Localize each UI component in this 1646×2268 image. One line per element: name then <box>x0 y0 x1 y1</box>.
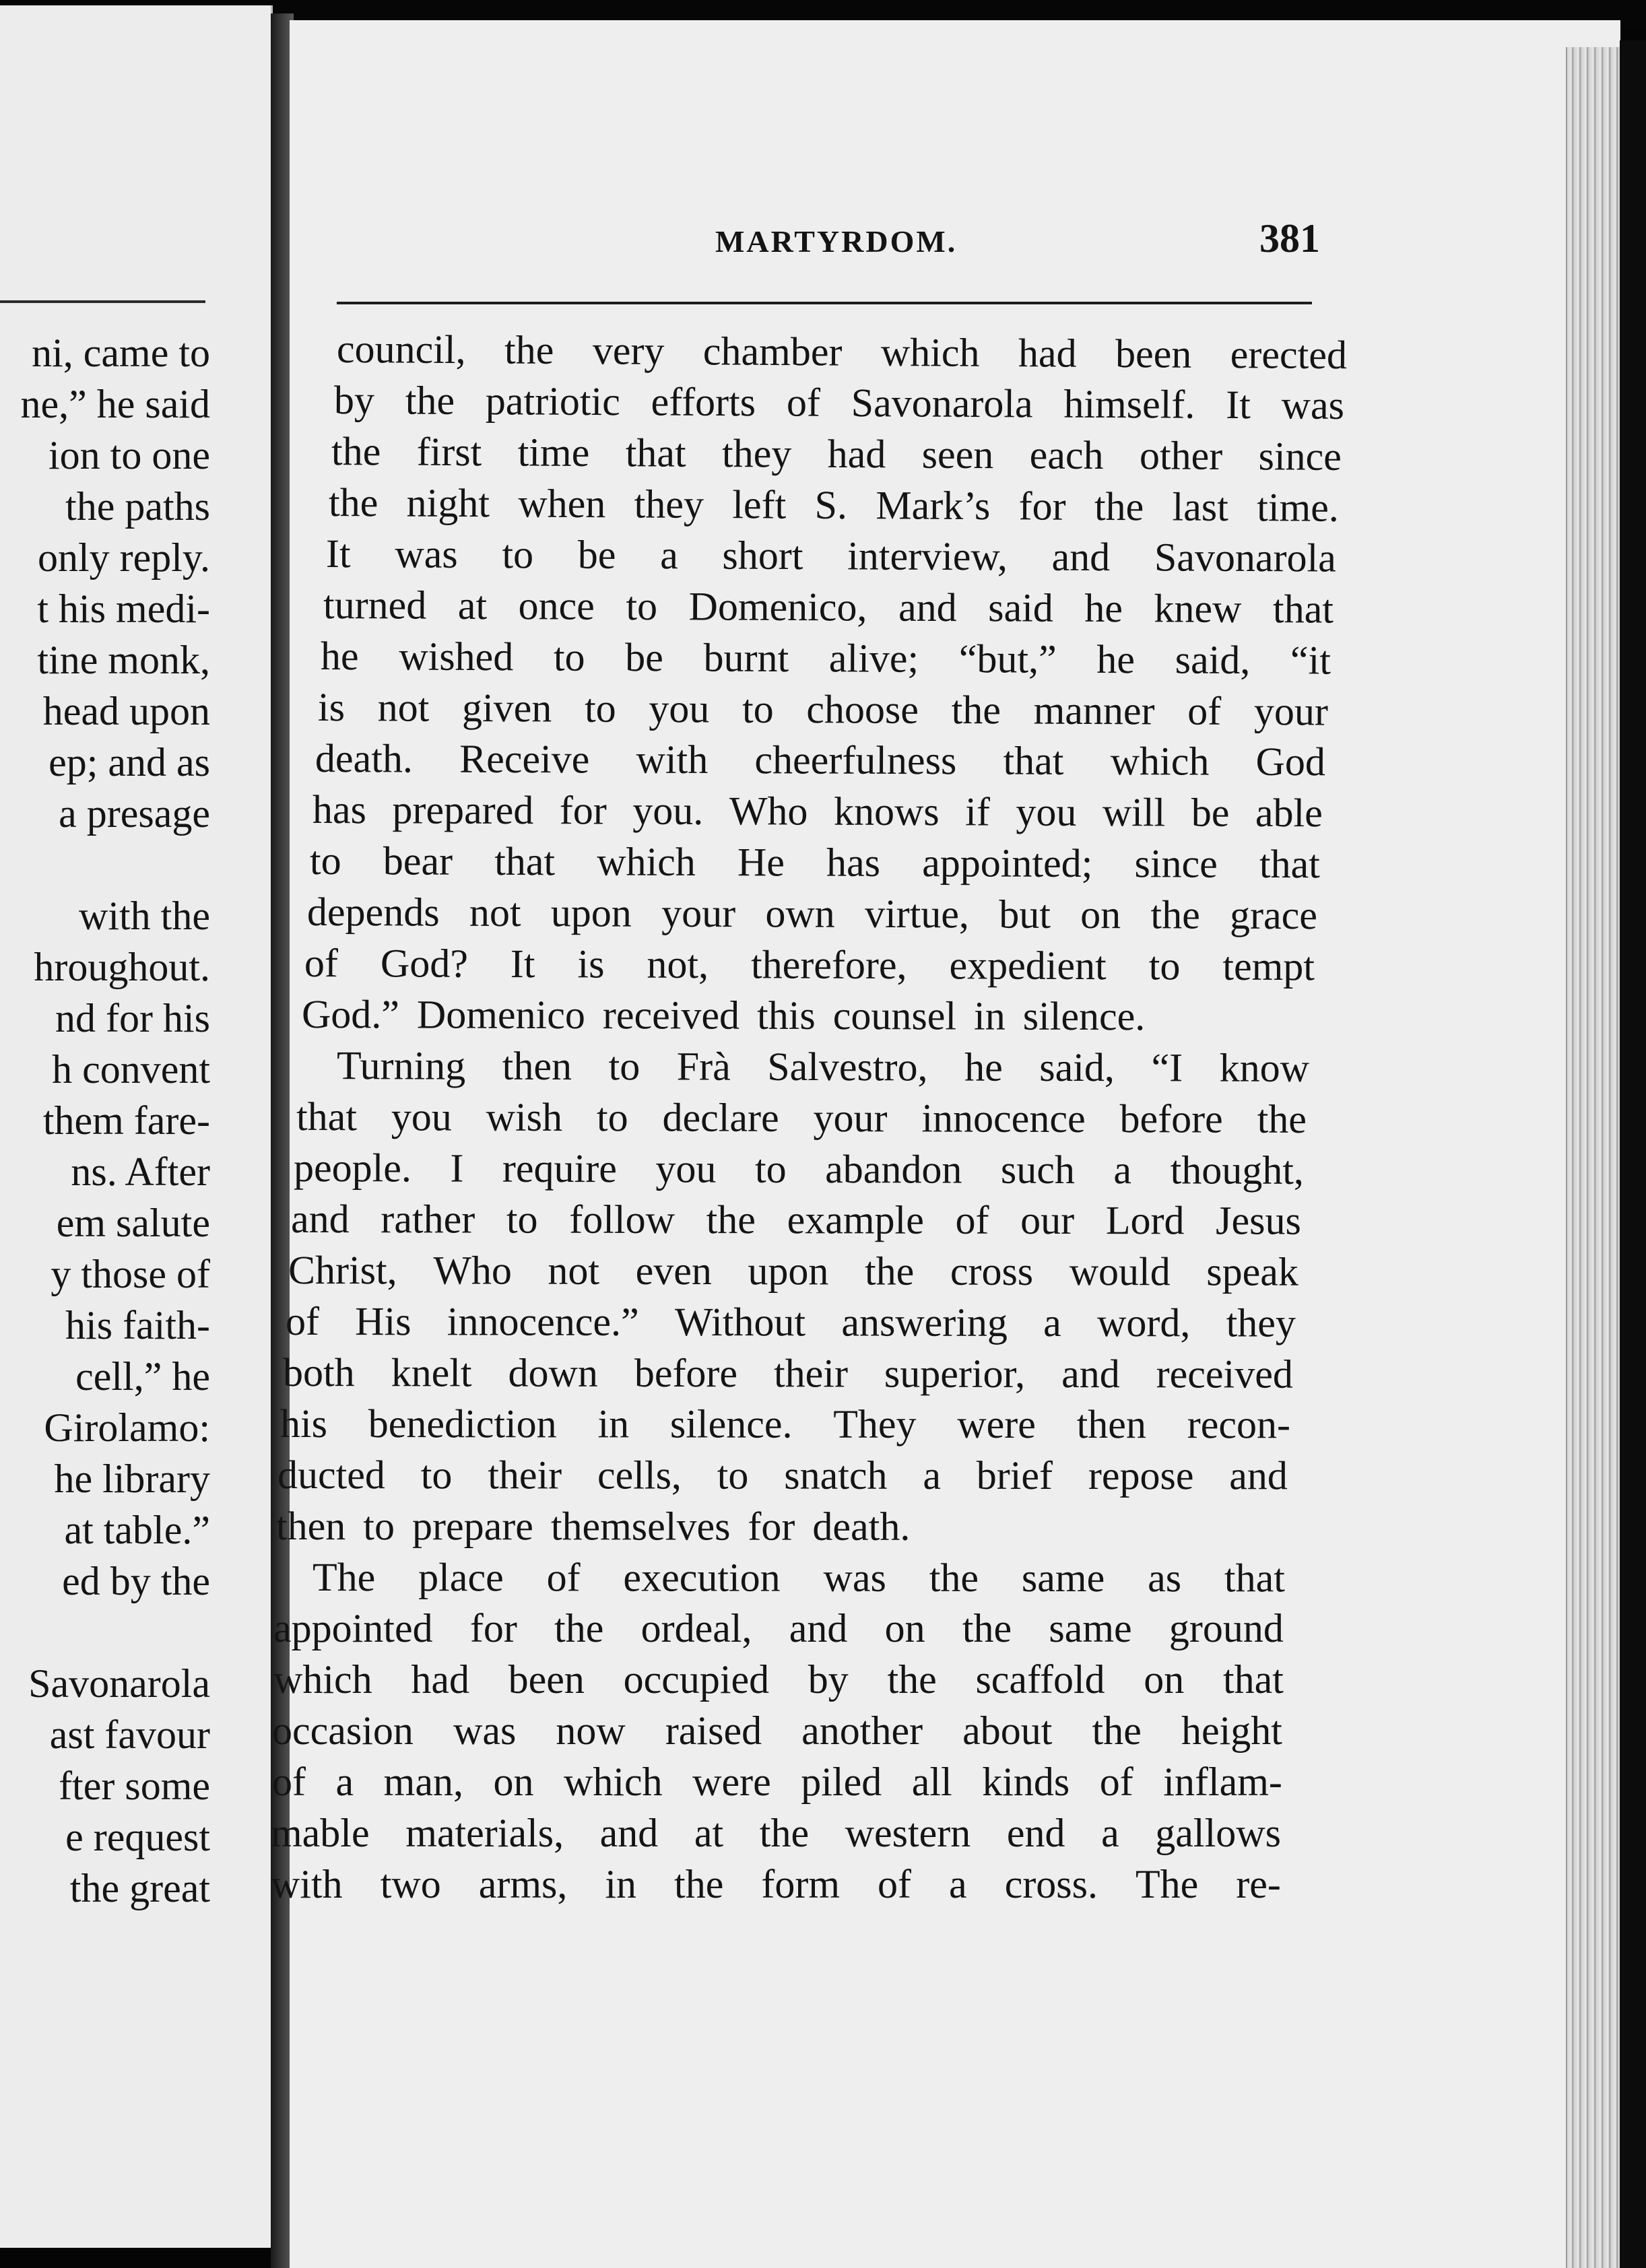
left-page-line-text: head upon <box>42 689 210 733</box>
left-page-line-text: them fare- <box>42 1098 210 1143</box>
left-page-line-text: e request <box>65 1815 210 1859</box>
left-page-line <box>0 1504 210 1556</box>
left-page-line <box>0 481 210 532</box>
body-line: turned at once to Domenico, and said he knew that <box>323 582 1334 632</box>
left-page-line <box>0 634 210 686</box>
body-line: people. I require you to abandon such a thought, <box>293 1145 1305 1193</box>
left-page-line-text: ni, came to <box>32 331 210 375</box>
left-page-line <box>0 327 210 378</box>
left-page-line-text: ne,” he said <box>20 382 210 426</box>
left-page-line <box>0 1760 210 1811</box>
left-page-line-text: y those of <box>51 1252 210 1296</box>
left-page-line-text: the great <box>69 1866 210 1910</box>
body-line: death. Receive with cheerfulness that which God <box>315 736 1326 785</box>
left-page-line-text: the paths <box>65 484 210 529</box>
page-edges <box>1566 47 1621 2268</box>
body-text <box>271 323 1348 1910</box>
body-line: It was to be a short interview, and Savonarola <box>325 531 1337 580</box>
page-number: 381 <box>1259 216 1320 261</box>
left-page-line <box>0 737 210 788</box>
body-line: both knelt down before their superior, and received <box>282 1350 1293 1397</box>
left-page-line-text: Savonarola <box>28 1661 210 1706</box>
left-page-text <box>0 327 210 1914</box>
body-line: that you wish to declare your innocence before the <box>296 1094 1307 1141</box>
body-line: Turning then to Frà Salvestro, he said, “I know <box>336 1043 1310 1090</box>
left-page-line-text: fter some <box>59 1764 210 1808</box>
left-page-line <box>0 1248 210 1300</box>
left-page-line <box>0 532 210 583</box>
left-page-header-rule <box>0 300 205 303</box>
body-line: depends not upon your own virtue, but on the grace <box>306 890 1318 938</box>
left-page-line <box>0 1197 210 1248</box>
body-line: council, the very chamber which had been erected <box>336 327 1348 378</box>
left-page-line <box>0 583 210 634</box>
header-rule <box>337 302 1312 304</box>
body-line: which had been occupied by the scaffold on that <box>273 1657 1284 1702</box>
left-page-line-text: Girolamo: <box>44 1405 210 1450</box>
body-line: to bear that which He has appointed; since that <box>309 838 1321 887</box>
body-line: mable materials, and at the western end a gallows <box>271 1811 1281 1855</box>
left-page-line-text: he library <box>54 1457 210 1501</box>
running-head: MARTYRDOM. <box>715 224 958 259</box>
body-line: occasion was now raised another about the height <box>272 1708 1282 1753</box>
left-page-line-text: at table.” <box>64 1508 210 1552</box>
left-page-line-text: em salute <box>56 1201 210 1245</box>
body-line: of God? It is not, therefore, expedient to tempt <box>304 941 1315 989</box>
body-line: of His innocence.” Without answering a word, they <box>285 1299 1296 1345</box>
left-page-line <box>0 1811 210 1863</box>
left-page-line-text: ast favour <box>49 1712 210 1757</box>
left-page-line <box>0 1863 210 1914</box>
left-page-line-text: a presage <box>59 791 210 836</box>
body-line: appointed for the ordeal, and on the same ground <box>273 1606 1284 1650</box>
left-page-line-text: only reply. <box>37 535 210 580</box>
left-page-line <box>0 1300 210 1351</box>
left-page-line <box>0 1607 210 1658</box>
left-page-line-text: h convent <box>52 1047 210 1092</box>
left-page-line-text: ion to one <box>48 433 210 477</box>
body-line: the night when they left S. Mark’s for the last time. <box>328 480 1340 530</box>
left-page-line <box>0 686 210 737</box>
body-line: Christ, Who not even upon the cross would speak <box>288 1248 1298 1294</box>
body-line: then to prepare themselves for death. <box>275 1504 911 1549</box>
left-page-line <box>0 1658 210 1709</box>
left-page-line <box>0 839 210 890</box>
left-page-line <box>0 378 210 430</box>
left-page-line-text: cell,” he <box>75 1354 210 1399</box>
left-page-line <box>0 1453 210 1504</box>
left-page-line <box>0 1146 210 1197</box>
body-line: God.” Domenico received this counsel in silence. <box>301 992 1146 1039</box>
left-page-line <box>0 788 210 839</box>
body-line: of a man, on which were piled all kinds of inflam- <box>272 1760 1282 1804</box>
body-line: by the patriotic efforts of Savonarola himself. It was <box>333 378 1345 428</box>
left-page-line <box>0 1351 210 1402</box>
body-line: and rather to follow the example of our Lord Jesus <box>290 1197 1301 1243</box>
body-line: The place of execution was the same as that <box>312 1555 1285 1601</box>
left-page-line-text: his faith- <box>65 1303 210 1347</box>
left-page-line <box>0 993 210 1044</box>
left-page-line <box>0 1402 210 1453</box>
left-page-line-text: hroughout. <box>34 945 210 989</box>
left-page-line <box>0 1044 210 1095</box>
left-page-line-text: ed by the <box>62 1559 210 1603</box>
left-page-line-text: with the <box>79 894 210 938</box>
left-page-line <box>0 1095 210 1146</box>
body-line: is not given to you to choose the manner of your <box>317 685 1329 734</box>
left-page-line <box>0 1556 210 1607</box>
left-page-line-text: t his medi- <box>37 587 210 631</box>
body-line: the first time that they had seen each other since <box>331 429 1342 479</box>
left-page-line-text: ns. After <box>71 1149 210 1194</box>
body-line: he wished to be burnt alive; “but,” he said, “it <box>320 634 1331 683</box>
left-page <box>0 5 273 2248</box>
body-line: his benediction in silence. They were then recon- <box>279 1401 1290 1447</box>
left-page-line <box>0 941 210 993</box>
left-page-line-text: tine monk, <box>37 638 210 682</box>
body-line: with two arms, in the form of a cross. The re- <box>271 1862 1281 1906</box>
body-line: has prepared for you. Who knows if you will be able <box>312 787 1323 836</box>
left-page-line-text: ep; and as <box>48 740 210 785</box>
left-page-line-text: nd for his <box>55 996 210 1040</box>
left-page-line <box>0 1709 210 1760</box>
left-page-line <box>0 430 210 481</box>
left-page-line <box>0 890 210 941</box>
body-line: ducted to their cells, to snatch a brief repose and <box>277 1453 1288 1498</box>
scan-border-right <box>1620 40 1646 2268</box>
